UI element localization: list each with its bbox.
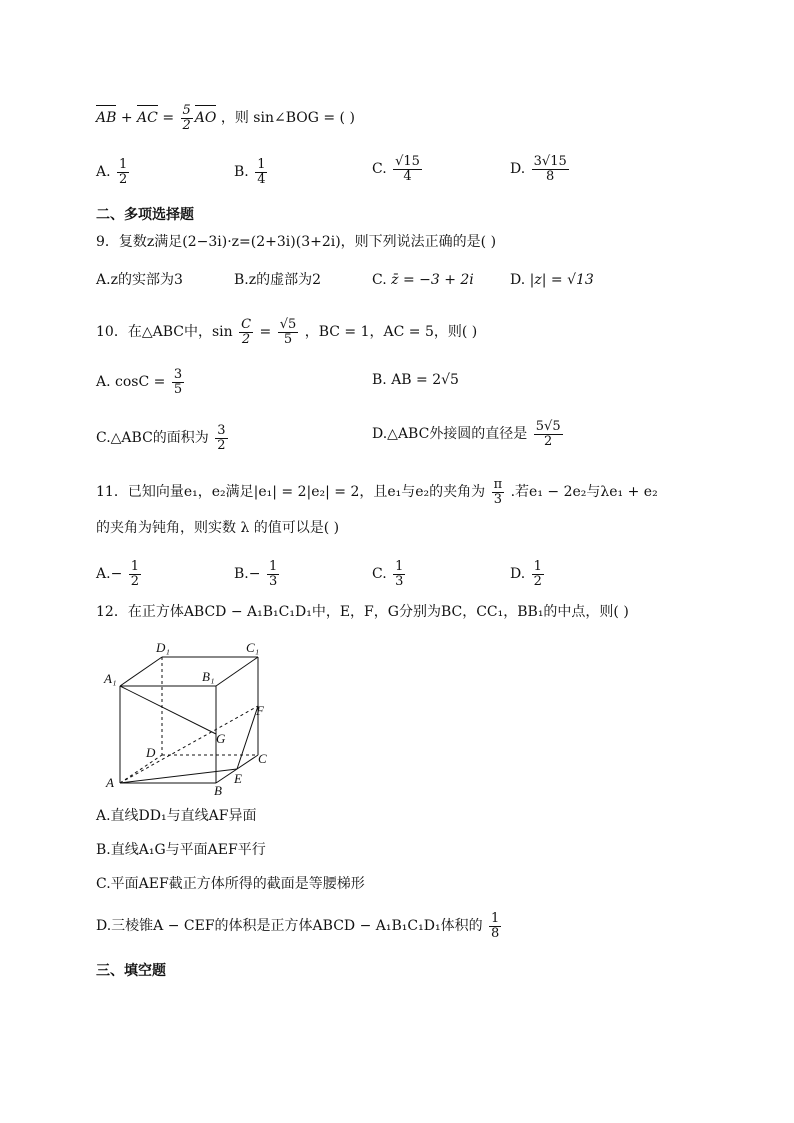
q12-option-c[interactable]: C.平面AEF截正方体所得的截面是等腰梯形 [96,876,365,892]
label-c1: C₁ [246,640,260,655]
label-c: C [258,751,267,766]
segment-a1-g [120,686,216,734]
label-f: F [256,703,264,718]
q9-option-c[interactable]: C. z̄ = −3 + 2i [372,272,474,288]
edge-a1-d1 [120,657,162,686]
q9-option-a[interactable]: A.z的实部为3 [96,272,183,288]
label-a: A [106,775,114,790]
q9-option-d[interactable]: D. |z| = √13 [510,272,594,288]
label-d1: D₁ [156,640,170,655]
q10-option-a[interactable]: A. cosC = $\frac{3}{5}$ [96,367,183,397]
q8-option-b[interactable]: B. $\frac{1}{4}$ [234,157,266,187]
q10-option-c[interactable]: C.△ABC的面积为 $\frac{3}{2}$ [96,423,226,453]
q11-option-b[interactable]: B.− $\frac{1}{3}$ [234,559,278,589]
q9-option-b[interactable]: B.z的虚部为2 [234,272,322,288]
q9-stem: 9．复数z满足(2−3i)·z=(2+3i)(3+2i)，则下列说法正确的是( ) [96,234,497,250]
q8-option-c[interactable]: C. $\frac{√15}{4}$ [372,154,420,184]
q12-stem: 12．在正方体ABCD − A₁B₁C₁D₁中，E，F，G分别为BC，CC₁，BB₁的中点，则( ) [96,604,629,620]
section-title-fill-in: 三、填空题 [96,963,166,979]
q10-option-d[interactable]: D.△ABC外接圆的直径是 $\frac{5√5}{2}$ [372,419,561,449]
q11-stem-line1: 11．已知向量e₁，e₂满足|e₁| = 2|e₂| = 2，且e₁与e₂的夹角为 $\frac{\pi}{3}$ .若e₁ − 2e₂与λe₁ + e₂ [96,477,658,507]
q8-option-d[interactable]: D. $\frac{3√15}{8}$ [510,154,567,184]
q8-option-a[interactable]: A. $\frac{1}{2}$ [96,157,128,187]
label-g: G [216,731,226,746]
edge-b1-c1 [216,657,258,686]
label-b: B [214,783,222,798]
q11-stem-line2: 的夹角为钝角，则实数 λ 的值可以是( ) [96,520,340,536]
segment-e-f [237,706,258,769]
q8-stem-text: ，则 sin∠BOG = ( ) [220,110,355,127]
q11-option-c[interactable]: C. $\frac{1}{3}$ [372,559,404,589]
section-title-multiple-choice: 二、多项选择题 [96,207,194,223]
q10-option-b[interactable]: B. AB = 2√5 [372,372,459,388]
label-b1: B₁ [202,669,215,684]
q8-vector-formula: AB + AC = $\frac{5}{2}$ AO [96,103,217,133]
q11-option-d[interactable]: D. $\frac{1}{2}$ [510,559,542,589]
label-d: D [146,745,156,760]
q12-option-a[interactable]: A.直线DD₁与直线AF异面 [96,808,257,824]
label-e: E [234,771,242,786]
cube-figure [96,635,286,805]
q10-stem: 10．在△ABC中，sin $\frac{C}{2}$ = $\frac{√5}{5}$ ，BC = 1，AC = 5，则( ) [96,317,478,347]
q11-option-a[interactable]: A.− $\frac{1}{2}$ [96,559,140,589]
q8-stem [96,104,355,132]
q12-option-d[interactable]: D.三棱锥A − CEF的体积是正方体ABCD − A₁B₁C₁D₁体积的 $\frac{1}{8}$ [96,911,500,941]
q12-option-b[interactable]: B.直线A₁G与平面AEF平行 [96,842,266,858]
label-a1: A₁ [104,671,117,686]
